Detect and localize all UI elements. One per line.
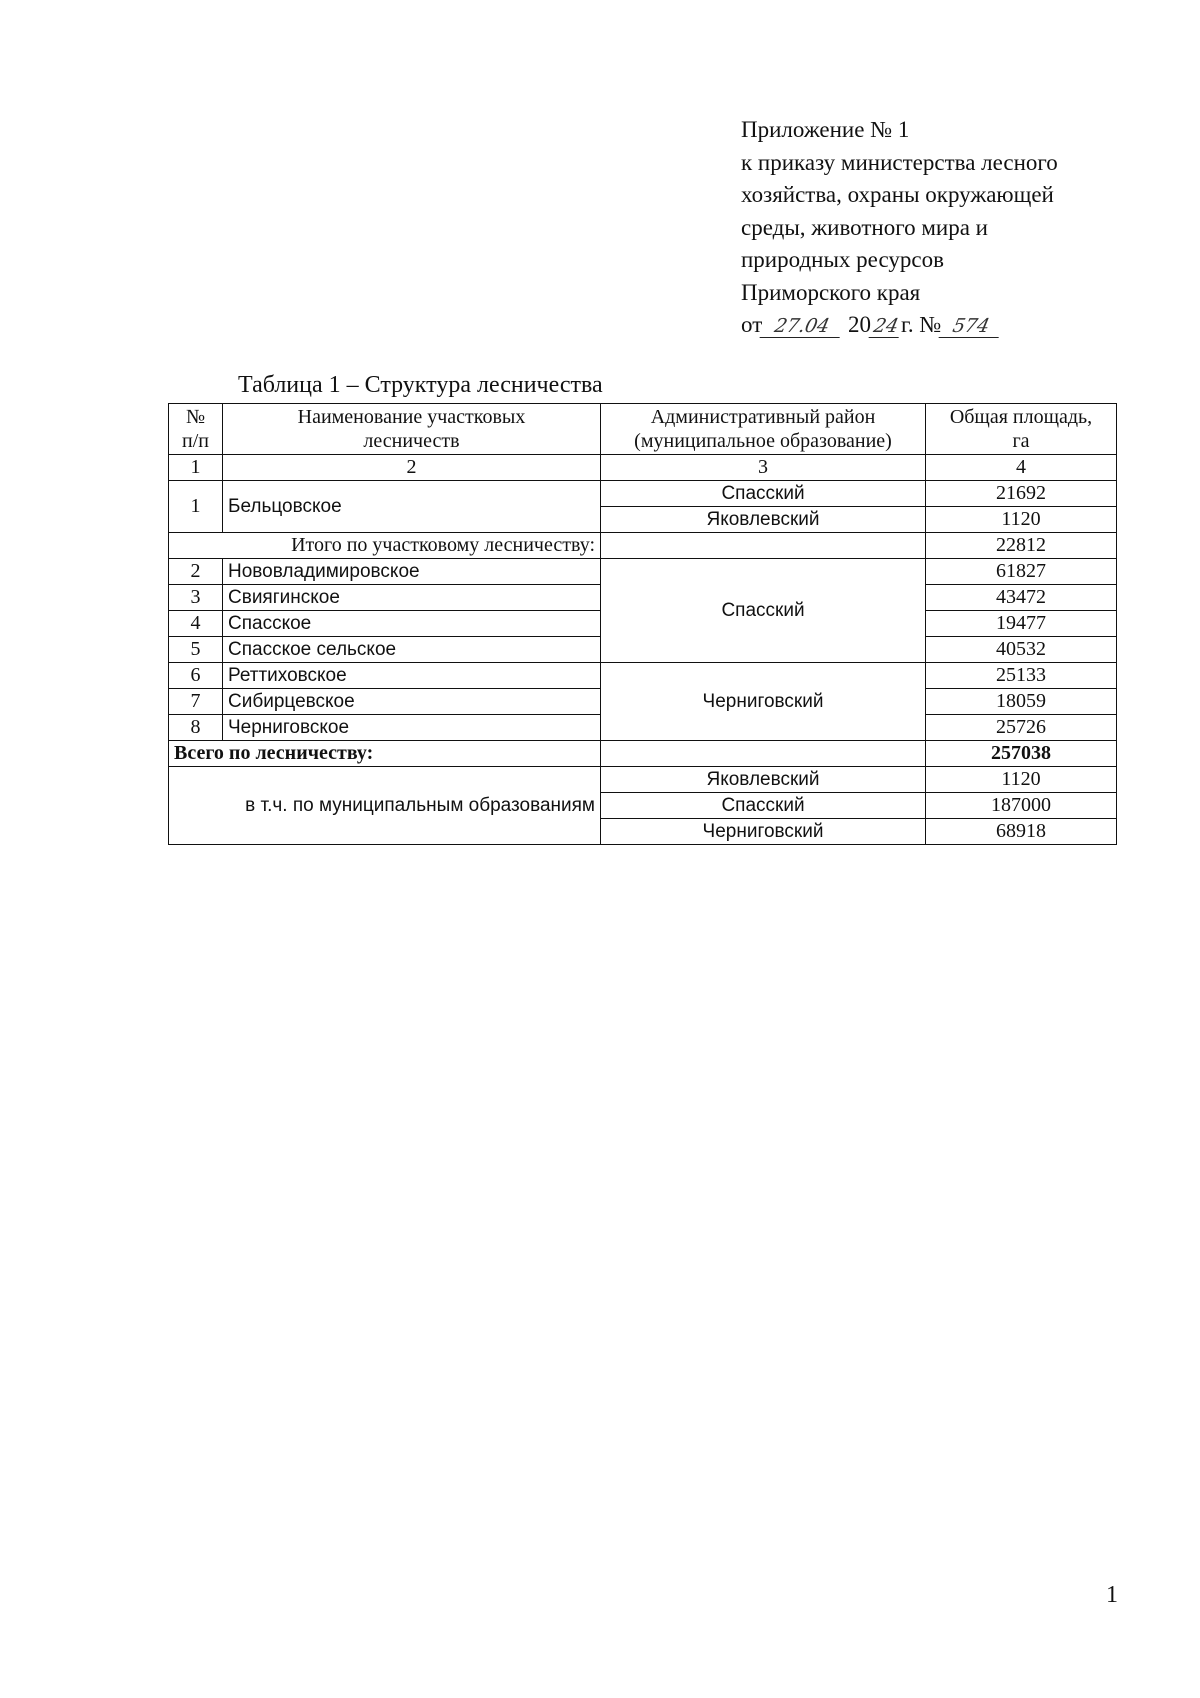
- subtotal-area: 22812: [926, 533, 1117, 559]
- total-label: Всего по лесничеству:: [169, 741, 601, 767]
- area-cell: 68918: [926, 819, 1117, 845]
- forestry-name: Сибирцевское: [223, 689, 601, 715]
- area-cell: 40532: [926, 637, 1117, 663]
- forestry-name: Спасское сельское: [223, 637, 601, 663]
- district-cell: Черниговский: [601, 663, 926, 741]
- total-row: [169, 741, 1117, 767]
- empty-cell: [601, 741, 926, 767]
- area-cell: 18059: [926, 689, 1117, 715]
- forestry-name: Нововладимировское: [223, 559, 601, 585]
- forestry-name: Свиягинское: [223, 585, 601, 611]
- appendix-header: [741, 114, 1161, 342]
- forestry-name: Черниговское: [223, 715, 601, 741]
- area-cell: 25133: [926, 663, 1117, 689]
- header-area: Общая площадь, га: [949, 406, 1093, 452]
- row-number: 3: [169, 585, 223, 611]
- order-date-line: [741, 309, 1161, 342]
- forestry-name: Бельцовское: [223, 481, 601, 533]
- column-number: 3: [601, 455, 926, 481]
- table-row: [169, 663, 1117, 689]
- subtotal-row: [169, 533, 1117, 559]
- header-cell: [926, 404, 1117, 455]
- area-cell: 19477: [926, 611, 1117, 637]
- total-area: 257038: [926, 741, 1117, 767]
- appendix-line: хозяйства, охраны окружающей: [741, 182, 1054, 207]
- forestry-structure-table: [168, 403, 1117, 845]
- header-name: Наименование участковых лесничеств: [297, 406, 526, 452]
- empty-cell: [601, 533, 926, 559]
- row-number: 8: [169, 715, 223, 741]
- page-number: 1: [1106, 1582, 1118, 1608]
- subtotal-label: Итого по участковому лесничеству:: [169, 533, 601, 559]
- district-cell: Спасский: [601, 559, 926, 663]
- row-number: 1: [169, 481, 223, 533]
- district-cell: Яковлевский: [601, 767, 926, 793]
- forestry-name: Спасское: [223, 611, 601, 637]
- district-cell: Спасский: [601, 793, 926, 819]
- area-cell: 43472: [926, 585, 1117, 611]
- district-cell: Яковлевский: [601, 507, 926, 533]
- area-cell: 25726: [926, 715, 1117, 741]
- table-row: [169, 481, 1117, 507]
- column-number: 1: [169, 455, 223, 481]
- municipal-label: в т.ч. по муниципальным образованиям: [169, 767, 601, 845]
- row-number: 5: [169, 637, 223, 663]
- area-cell: 1120: [926, 767, 1117, 793]
- district-cell: Спасский: [601, 481, 926, 507]
- row-number: 6: [169, 663, 223, 689]
- area-cell: 21692: [926, 481, 1117, 507]
- row-number: 7: [169, 689, 223, 715]
- appendix-line: к приказу министерства лесного: [741, 149, 1058, 175]
- date-prefix: от: [741, 312, 763, 337]
- table-title: Таблица 1 – Структура лесничества: [238, 372, 603, 398]
- year-prefix: 20: [848, 312, 871, 337]
- municipal-row: [169, 767, 1117, 793]
- header-district: Административный район (муниципальное образование): [634, 406, 892, 452]
- column-number-row: [169, 455, 1117, 481]
- row-number: 2: [169, 559, 223, 585]
- area-cell: 187000: [926, 793, 1117, 819]
- handwritten-order-number: 574: [939, 315, 1004, 338]
- table-row: [169, 559, 1117, 585]
- header-cell: [169, 404, 223, 455]
- header-cell: [223, 404, 601, 455]
- header-number: № п/п: [182, 406, 209, 452]
- appendix-line: природных ресурсов: [741, 247, 944, 272]
- district-cell: Черниговский: [601, 819, 926, 845]
- appendix-line: среды, животного мира и: [741, 214, 988, 240]
- column-number: 2: [223, 455, 601, 481]
- handwritten-date: 27.04: [760, 315, 845, 338]
- table-header-row: [169, 404, 1117, 455]
- appendix-line: Приморского края: [741, 279, 921, 305]
- area-cell: 1120: [926, 507, 1117, 533]
- appendix-line: Приложение № 1: [741, 117, 910, 142]
- year-suffix: г. №: [901, 312, 942, 337]
- forestry-name: Реттиховское: [223, 663, 601, 689]
- row-number: 4: [169, 611, 223, 637]
- area-cell: 61827: [926, 559, 1117, 585]
- handwritten-year: 24: [869, 315, 904, 338]
- column-number: 4: [926, 455, 1117, 481]
- header-cell: [601, 404, 926, 455]
